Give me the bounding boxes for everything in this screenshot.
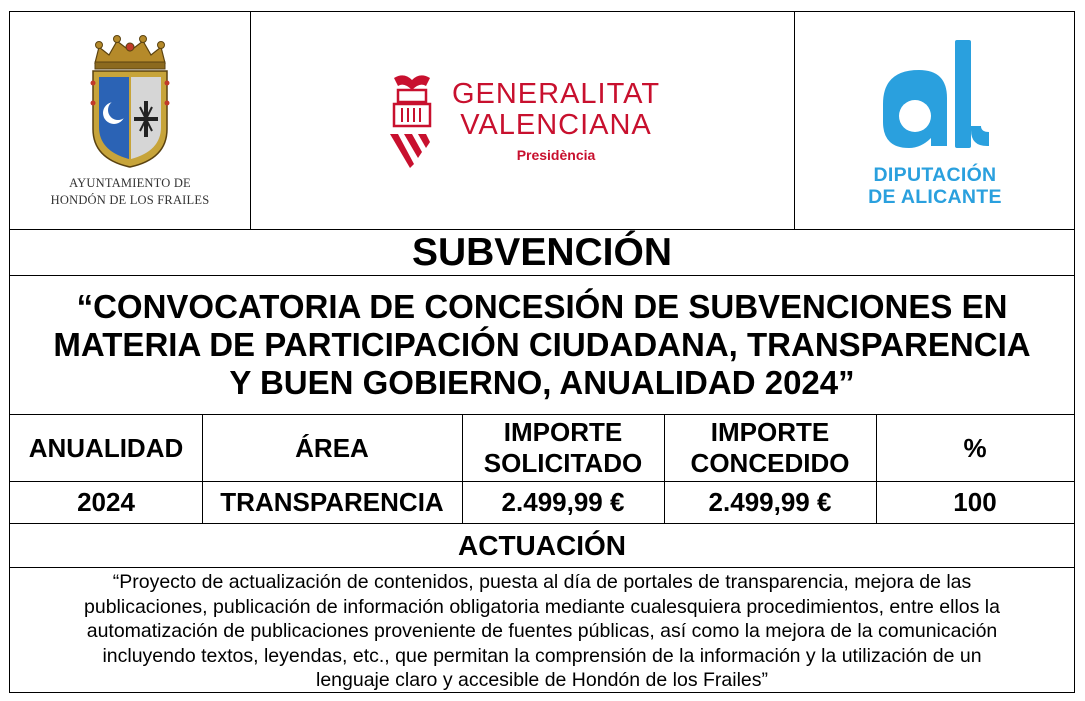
actuacion-line-1: “Proyecto de actualización de contenidos, puesta al día de portales de transparencia, mejora de las — [112, 571, 972, 593]
diputacion-logo-cell — [794, 12, 1076, 229]
diputacion-a-logo-icon — [877, 34, 993, 150]
coat-of-arms-icon — [85, 33, 175, 169]
cell-porcentaje: 100 — [953, 487, 997, 517]
header-porcentaje: % — [963, 432, 987, 463]
convocatoria-line1: “CONVOCATORIA DE CONCESIÓN DE SUBVENCIONES EN — [76, 288, 1008, 325]
header-solicitado-line1: IMPORTE — [503, 417, 623, 447]
ayuntamiento-caption — [51, 175, 210, 209]
actuacion-line-2: publicaciones, publicación de información obligatoria mediante cualesquiera procedimientos, entre ellos la — [84, 595, 1000, 618]
cell-area: TRANSPARENCIA — [220, 487, 444, 517]
header-anualidad: ANUALIDAD — [28, 432, 184, 463]
actuacion-title-row — [10, 524, 1074, 567]
header-area: ÁREA — [295, 432, 369, 463]
generalitat-sub: Presidència — [516, 146, 596, 163]
actuacion-description — [10, 568, 1074, 692]
header-solicitado-line2: SOLICITADO — [483, 448, 643, 478]
convocatoria-title — [10, 276, 1074, 414]
diputacion-line2: DE ALICANTE — [868, 185, 1002, 208]
cell-anualidad: 2024 — [77, 487, 135, 517]
actuacion-line-5: lenguaje claro y accesible de Hondón de los Frailes” — [315, 669, 768, 691]
ayuntamiento-logo-cell — [10, 12, 250, 229]
subvencion-sheet — [9, 11, 1075, 693]
generalitat-emblem-icon — [384, 72, 440, 170]
actuacion-line-4: incluyendo textos, leyendas, etc., que permitan la comprensión de la información y la utilización de un — [102, 644, 982, 667]
cell-importe-solicitado: 2.499,99 € — [501, 487, 625, 517]
table-row — [10, 482, 1074, 523]
actuacion-line-3: automatización de publicaciones proveniente de fuentes públicas, así como la mejora de la comunicación — [86, 620, 998, 642]
table-header-row — [10, 415, 1074, 481]
convocatoria-row — [10, 276, 1074, 414]
header-importe-solicitado — [462, 415, 664, 481]
generalitat-logo — [384, 72, 660, 170]
convocatoria-line2: MATERIA DE PARTICIPACIÓN CIUDADANA, TRANSPARENCIA — [53, 326, 1031, 363]
page-title: SUBVENCIÓN — [411, 230, 673, 274]
diputacion-wordmark — [868, 164, 1002, 208]
generalitat-logo-cell — [250, 12, 794, 229]
header-concedido-line1: IMPORTE — [710, 417, 830, 447]
logo-row — [10, 12, 1074, 229]
convocatoria-line3: Y BUEN GOBIERNO, ANUALIDAD 2024” — [229, 364, 855, 401]
heading-row — [10, 230, 1074, 275]
header-concedido-line2: CONCEDIDO — [690, 448, 850, 478]
ayuntamiento-caption-line2: HONDÓN DE LOS FRAILES — [50, 192, 210, 207]
actuacion-body-row — [10, 568, 1074, 692]
ayuntamiento-caption-line1: AYUNTAMIENTO DE — [69, 175, 191, 190]
cell-importe-concedido: 2.499,99 € — [708, 487, 832, 517]
diputacion-line1: DIPUTACIÓN — [873, 163, 997, 186]
actuacion-title: ACTUACIÓN — [458, 529, 626, 561]
generalitat-line2: VALENCIANA — [460, 108, 652, 141]
generalitat-wordmark — [452, 79, 660, 163]
generalitat-line1: GENERALITAT — [451, 77, 661, 110]
header-importe-concedido — [664, 415, 876, 481]
